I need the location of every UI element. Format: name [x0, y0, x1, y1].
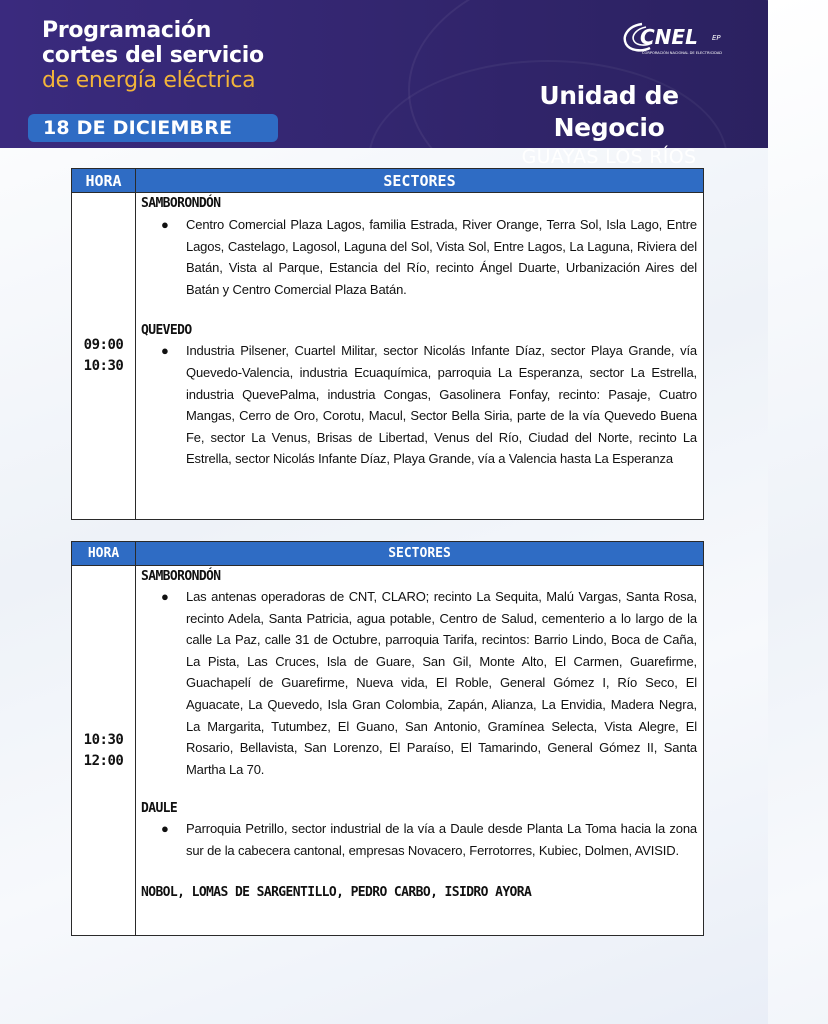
column-header-sectors: SECTORES — [136, 169, 704, 193]
hour-cell — [72, 566, 136, 936]
logo-text: CNEL — [640, 25, 698, 49]
business-unit-name: GUAYAS LOS RÍOS — [521, 146, 697, 168]
cnel-logo — [620, 18, 740, 64]
page-title — [42, 18, 264, 93]
date-badge: 18 DE DICIEMBRE — [28, 114, 278, 142]
hour-cell — [72, 193, 136, 520]
title-line: cortes del servicio — [42, 43, 264, 68]
sector-list-text: Industria Pilsener, Cuartel Militar, sector Nicolás Infante Díaz, sector Playa Grande, vía Quevedo-Valencia, industria Ecuaquímica, parroquia La Esperanza, sector La Estrella, industria QuevePalma, industria Congas, Gasolinera Fonfay, recinto: Pasaje, Cuatro Mangas, Cerro de Oro, Corotu, Macul, Sector Bella Siria, parte de la vía Quevedo Buena Fe, sector La Venus, Brisas de Libertad, Venus del Río, Ciudad del Norte, recinto La Estrella, sector Nicolás Infante Díaz, Playa Grande, vía a Valencia hasta La Esperanza — [186, 343, 697, 467]
bullet-icon: ● — [161, 217, 169, 232]
business-unit — [494, 80, 724, 170]
table-row — [72, 566, 704, 936]
region-name: DAULE — [141, 801, 178, 817]
sector-list-text: Centro Comercial Plaza Lagos, familia Estrada, River Orange, Terra Sol, Isla Lago, Entre Lagos, Castelago, Lagosol, Laguna del Sol, Vista Sol, Entre Lagos, La Laguna, Riviera del Batán, Vista al Parque, Estancia del Río, recinto Ángel Duarte, Urbanización Aires del Batán y Centro Comercial Plaza Batán. — [186, 217, 697, 297]
sector-list-text: Parroquia Petrillo, sector industrial de la vía a Daule desde Planta La Toma hacia la zona sur de la cabecera cantonal, empresas Novacero, Ferrotorres, Kubiec, Dolmen, AVISID. — [186, 821, 697, 858]
schedule-table — [71, 541, 704, 936]
hour-start: 10:30 — [83, 731, 124, 748]
sectors-cell — [136, 566, 704, 936]
list-item — [141, 818, 697, 861]
hour-end: 10:30 — [83, 358, 124, 374]
column-header-hour: HORA — [72, 542, 136, 566]
bullet-icon: ● — [161, 589, 169, 604]
business-unit-label: Unidad de Negocio — [539, 81, 679, 142]
region-name: QUEVEDO — [141, 323, 192, 339]
sector-list-text: Las antenas operadoras de CNT, CLARO; recinto La Sequita, Malú Vargas, Santa Rosa, recinto Adela, Santa Patricia, agua potable, Centro de Salud, cementerio a lo largo de la calle La Paz, calle 31 de Octubre, parroquia Tarifa, recintos: Barrio Lindo, Boca de Caña, La Pista, Las Cruces, Isla de Guare, San Gil, Monte Alto, El Carmen, Guarefirme, Guachapelí de Guarefirme, Nueva vida, El Roble, General Gómez I, Río Seco, El Aguacate, La Quevedo, Isla Gran Colombia, Zapán, Alianza, La Envidia, Madera Negra, La Margarita, Tutumbez, El Guano, San Antonio, Gramínea Selecta, Vista Alegre, El Rosario, Bellavista, San Lorenzo, El Paraíso, El Tamarindo, General Gómez II, Santa Martha La 70. — [186, 589, 697, 777]
page-header — [0, 0, 768, 168]
bullet-icon: ● — [161, 343, 169, 359]
list-item — [141, 214, 697, 300]
schedule-table — [71, 168, 704, 520]
list-item — [141, 340, 697, 470]
bullet-icon: ● — [161, 821, 169, 837]
table-row — [72, 193, 704, 520]
region-name: SAMBORONDÓN — [141, 196, 221, 211]
hour-end: 12:00 — [83, 752, 124, 769]
logo-tagline: CORPORACIÓN NACIONAL DE ELECTRICIDAD — [642, 51, 723, 55]
logo-suffix: EP — [712, 34, 721, 42]
column-header-hour: HORA — [72, 169, 136, 193]
column-header-sectors: SECTORES — [136, 542, 704, 566]
cnel-logo-graphic — [620, 18, 740, 64]
sectors-cell — [136, 193, 704, 520]
title-line-accent: de energía eléctrica — [42, 68, 256, 93]
table-header-row — [72, 169, 704, 193]
title-line: Programación — [42, 18, 212, 43]
region-name: SAMBORONDÓN — [141, 569, 221, 584]
list-item — [141, 586, 697, 780]
region-name: NOBOL, LOMAS DE SARGENTILLO, PEDRO CARBO, ISIDRO AYORA — [141, 884, 532, 900]
hour-start: 09:00 — [83, 337, 124, 353]
table-header-row — [72, 542, 704, 566]
